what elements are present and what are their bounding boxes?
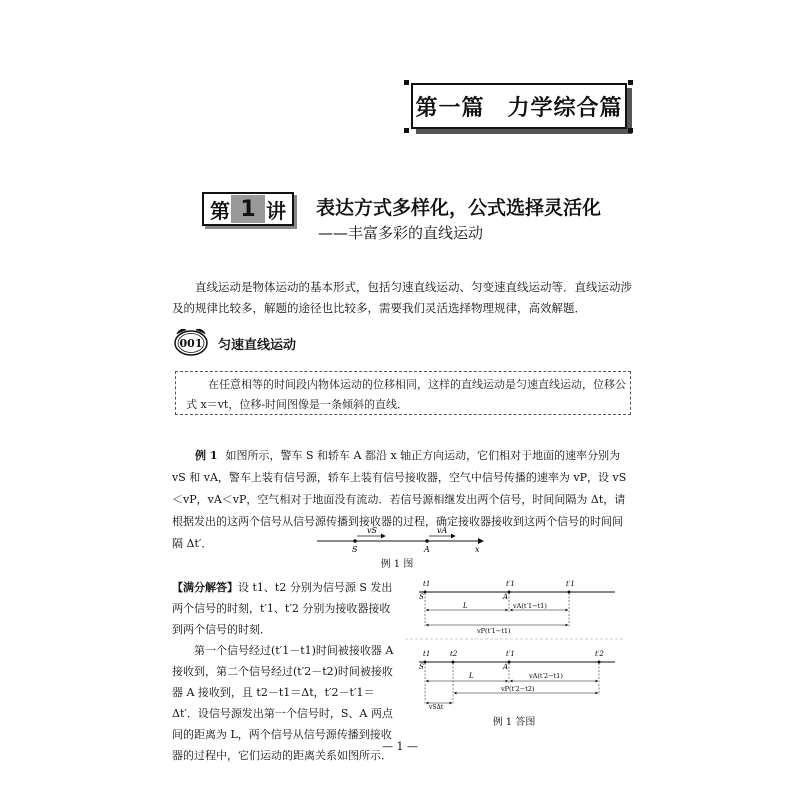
top-t1-prime: t′1 (566, 580, 575, 588)
bottom-vs-seg: vSΔt (429, 704, 444, 710)
label-a: A (424, 545, 430, 553)
top-s: S (419, 593, 424, 601)
topic-number: 001 (179, 337, 203, 350)
axis-figure-caption: 例 1 图 (380, 559, 414, 570)
example-text: 如图所示，警车 S 和轿车 A 都沿 x 轴正方向运动，它们相对于地面的速率分别为 vS 和 vA，警车上装有信号源，轿车上装有信号接收器，空气中信号传播的速率为 vP，设 vS＜vP，vA＜vP，空气相对于地面没有流动．若信号源相继发出两个信号，时间间隔为 Δt，请根据发出的这两个信号从信号源传播到接收器的过程，确定接收器接收到这两个信号的时间间隔 Δt′． (172, 449, 627, 550)
alarm-clock-icon (172, 327, 210, 357)
point-s (353, 539, 357, 543)
bottom-t2-prime: t′2 (595, 650, 604, 658)
page-number: — 1 — (382, 740, 418, 753)
example-axis-figure (315, 525, 490, 553)
answer-paragraph-1: 设 t1、t2 分别为信号源 S 发出两个信号的时刻，t′1、t′2 分别为接收器接收到两个信号的时刻． (172, 581, 393, 636)
lecture-label-post: 讲 (266, 198, 286, 223)
top-a: A (503, 593, 509, 601)
answer-figure (405, 577, 625, 710)
answer-paragraph-2: 第一个信号经过(t′1－t1)时间被接收器 A 接收到，第二个信号经过(t′2－t2)时间被接收器 A 接收到，且 t2－t1＝Δt，t′2－t′1＝Δt′．设信号源发出第一个信号时，S、A 两点间的距离为 L，两个信号从信号源传播到接收器的过程中，它们运动的距离关系如图所示． (172, 644, 394, 762)
example-label: 例 1 (195, 449, 218, 462)
bottom-t2: t2 (450, 650, 458, 658)
part-banner (411, 83, 627, 129)
topic-title: 匀速直线运动 (218, 338, 297, 353)
lecture-title: 表达方式多样化，公式选择灵活化 (316, 197, 602, 219)
lecture-subtitle: ——丰富多彩的直线运动 (318, 224, 484, 242)
concept-text: 在任意相等的时间段内物体运动的位移相同，这样的直线运动是匀速直线运动，位移公式 x＝vt，位移-时间图像是一条倾斜的直线． (186, 378, 626, 411)
bottom-l: L (469, 672, 474, 680)
top-t1: t1 (423, 580, 431, 588)
bottom-vp-seg: vP(t′2−t2) (501, 685, 535, 693)
lecture-number: 1 (231, 195, 265, 223)
top-va-seg: vA(t′1−t1) (513, 602, 547, 610)
answer-label: 【满分解答】 (172, 581, 238, 594)
bottom-a: A (503, 663, 509, 671)
top-l: L (463, 602, 468, 610)
label-va: vA (437, 526, 448, 535)
top-vp-seg: vP(t′1−t1) (477, 627, 511, 635)
label-vs: vS (367, 526, 377, 535)
lecture-badge (202, 192, 294, 226)
banner-corner-dot (628, 80, 633, 85)
answer-figure-caption: 例 1 答图 (492, 717, 536, 728)
point-a (425, 539, 429, 543)
label-x: x (475, 545, 480, 553)
intro-paragraph: 直线运动是物体运动的基本形式，包括匀速直线运动、匀变速直线运动等．直线运动涉及的规律比较多，解题的途径也比较多，需要我们灵活选择物理规律，高效解题． (172, 280, 632, 315)
banner-corner-dot (404, 80, 409, 85)
bottom-t2-prime-a: t′1 (506, 650, 515, 658)
lecture-label-pre: 第 (210, 198, 230, 223)
banner-corner-dot (628, 128, 633, 133)
part-banner-label: 第一篇 力学综合篇 (415, 95, 623, 121)
bottom-t1: t1 (423, 650, 431, 658)
bottom-s: S (419, 663, 424, 671)
answer-section (172, 577, 394, 766)
banner-corner-dot (404, 128, 409, 133)
top-t1-prime-a: t′1 (506, 580, 515, 588)
label-s: S (352, 545, 358, 553)
bottom-va-seg: vA(t′2−t1) (529, 672, 563, 680)
